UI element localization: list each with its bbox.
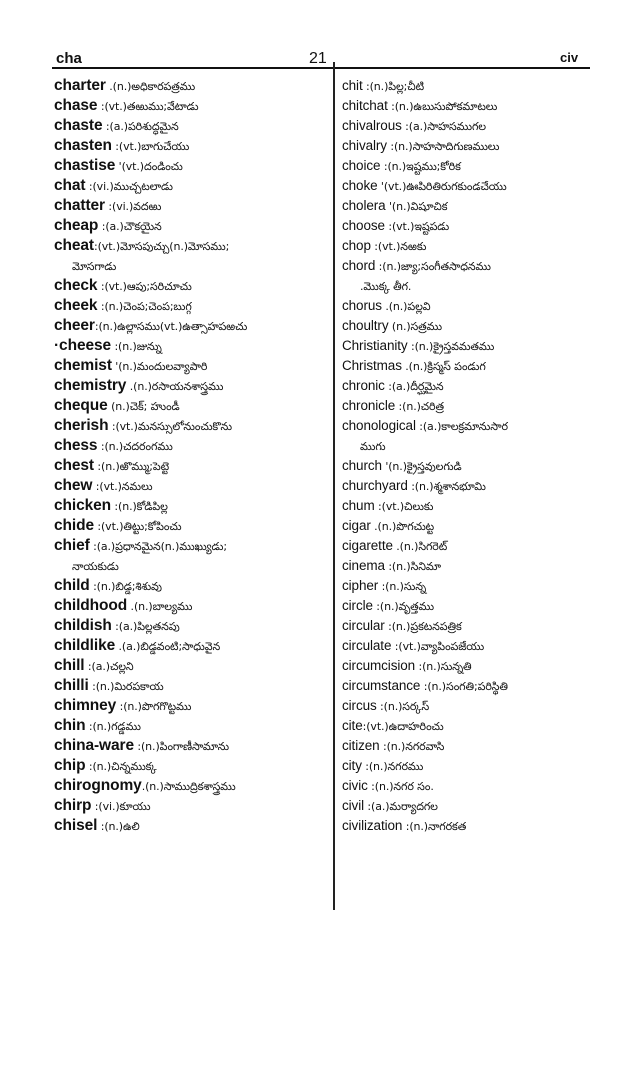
dictionary-entry	[54, 196, 334, 216]
definition: :(n.)బిడ్డ;శిశువు	[89, 580, 162, 593]
headword: ·cheese	[54, 337, 112, 354]
definition: (n.)సత్రము	[388, 320, 442, 333]
dictionary-entry	[54, 396, 334, 416]
headword: cherish	[54, 417, 109, 434]
headword: civil	[342, 798, 364, 813]
definition: :(vt.)బాగుచేయు	[111, 140, 190, 153]
headword: cigar	[342, 518, 371, 533]
headword: chivalrous	[342, 118, 402, 133]
dictionary-entry	[342, 796, 590, 816]
headword: choose	[342, 218, 385, 233]
definition: :(n.)వృత్తము	[372, 600, 434, 613]
headword: childhood	[54, 597, 128, 614]
definition: :(n.)కోడిపిల్ల	[111, 500, 168, 513]
headword: chirp	[54, 797, 92, 814]
dictionary-entry	[54, 596, 334, 616]
headword: cite	[342, 718, 363, 733]
dictionary-entry	[342, 776, 590, 796]
definition: :(n.)పింగాణీసామాను	[133, 740, 230, 753]
definition: :(n.)ఉల్లాసము(vt.)ఉత్సాహపఱచు	[94, 320, 248, 333]
headword: chicken	[54, 497, 112, 514]
dictionary-entry	[54, 416, 334, 436]
definition: :(n.)నాగరకత	[402, 820, 467, 833]
definition: :(n.)ఱొమ్ము;పెట్టె	[94, 460, 169, 473]
definition: '(n.)క్రైస్తవులగుడి	[381, 460, 462, 473]
dictionary-entry	[342, 356, 590, 376]
definition: :(n.)ఇష్టము;కోరిక	[380, 160, 461, 173]
headword: chilli	[54, 677, 89, 694]
dictionary-entry	[342, 236, 590, 256]
guide-word-first: cha	[56, 50, 82, 67]
headword: chatter	[54, 197, 105, 214]
headword: chit	[342, 78, 363, 93]
definition: మోసగాడు	[72, 260, 117, 273]
dictionary-entry	[342, 196, 590, 216]
header-rule	[52, 67, 590, 69]
headword: chill	[54, 657, 85, 674]
dictionary-entry	[54, 736, 334, 756]
definition: :(vt.)నఱకు	[370, 240, 427, 253]
headword: chord	[342, 258, 376, 273]
dictionary-entry	[54, 716, 334, 736]
definition: .(n.)పల్లవి	[381, 300, 431, 313]
definition: :(n.)ఉలి	[97, 820, 140, 833]
dictionary-entry	[54, 776, 334, 796]
dictionary-entry	[54, 376, 334, 396]
headword: circumstance	[342, 678, 421, 693]
headword: chip	[54, 757, 86, 774]
dictionary-entry	[54, 316, 334, 336]
definition: :(n.)ప్రకటనపత్రిక	[384, 620, 462, 633]
headword: cigarette	[342, 538, 393, 553]
headword: chimney	[54, 697, 117, 714]
headword: Christmas	[342, 358, 402, 373]
headword: choultry	[342, 318, 389, 333]
definition: :(n.)సంగతి;పరిస్థితి	[420, 680, 508, 693]
headword: chaste	[54, 117, 103, 134]
headword: choice	[342, 158, 381, 173]
headword: chonological	[342, 418, 416, 433]
definition: :(n.)నగరవాసి	[379, 740, 445, 753]
headword: chew	[54, 477, 93, 494]
definition: :(n.)చరిత్ర	[395, 400, 444, 413]
definition: నాయకుడు	[72, 560, 119, 573]
right-column	[342, 76, 590, 836]
headword: circle	[342, 598, 373, 613]
dictionary-entry	[342, 816, 590, 836]
definition: :(n.)ఉబుసుపోకమాటలు	[387, 100, 498, 113]
dictionary-entry	[342, 676, 590, 696]
dictionary-entry	[342, 376, 590, 396]
definition: :(n.)చెంప;చెంప;బుగ్గ	[97, 300, 192, 313]
definition: :(a.)దీర్ఘమైన	[384, 380, 444, 393]
headword: churchyard	[342, 478, 408, 493]
dictionary-entry	[342, 536, 590, 556]
headword: chemist	[54, 357, 112, 374]
left-column	[54, 76, 334, 836]
definition: .(n.)అధికారపత్రము	[105, 80, 196, 93]
definition: :(n.)క్రైస్తవమతము	[407, 340, 495, 353]
dictionary-entry	[342, 636, 590, 656]
headword: check	[54, 277, 98, 294]
headword: cheque	[54, 397, 108, 414]
headword: cinema	[342, 558, 385, 573]
headword: chisel	[54, 817, 98, 834]
definition: (n.)చెక్; హుండీ	[107, 400, 180, 413]
headword: chest	[54, 457, 94, 474]
definition: :(a.)పరిశుద్ధమైన	[102, 120, 179, 133]
definition: '(n.)మందులవ్యాపారి	[111, 360, 208, 373]
definition: .(a.)బిడ్డవంటి;సాధువైన	[115, 640, 221, 653]
definition: .(n.)బాల్యము	[127, 600, 193, 613]
dictionary-entry	[342, 76, 590, 96]
dictionary-entry	[342, 516, 590, 536]
headword: cheat	[54, 237, 94, 254]
dictionary-entry	[342, 116, 590, 136]
dictionary-entry	[54, 356, 334, 376]
dictionary-entry	[342, 656, 590, 676]
dictionary-entry	[54, 816, 334, 836]
headword: chitchat	[342, 98, 388, 113]
definition: :(n.)సినిమా	[384, 560, 441, 573]
dictionary-entry	[54, 296, 334, 316]
dictionary-entry	[342, 416, 590, 436]
dictionary-entry	[54, 676, 334, 696]
definition: ముగు	[360, 440, 386, 453]
dictionary-entry	[54, 696, 334, 716]
definition: :(a.)పిల్లతనపు	[111, 620, 180, 633]
headword: choke	[342, 178, 378, 193]
dictionary-entry	[342, 276, 590, 296]
dictionary-entry	[342, 156, 590, 176]
dictionary-entry	[54, 236, 334, 256]
dictionary-entry	[54, 656, 334, 676]
headword: chivalry	[342, 138, 387, 153]
headword: chess	[54, 437, 98, 454]
dictionary-entry	[54, 756, 334, 776]
headword: chop	[342, 238, 371, 253]
headword: circus	[342, 698, 377, 713]
definition: .(n.)రసాయనశాస్త్రము	[126, 380, 224, 393]
dictionary-entry	[54, 336, 334, 356]
headword: chronicle	[342, 398, 396, 413]
definition: :(n.)పిల్ల;చీటి	[362, 80, 425, 93]
dictionary-entry	[342, 176, 590, 196]
definition: :(a.)చల్లని	[84, 660, 134, 673]
definition: :(n.)పొగగొట్టము	[116, 700, 192, 713]
definition: :(vt.)ఇష్టపడు	[384, 220, 450, 233]
dictionary-entry	[342, 456, 590, 476]
headword: childish	[54, 617, 112, 634]
definition: :(a.)కాలక్రమానుసార	[415, 420, 508, 433]
dictionary-entry	[342, 596, 590, 616]
headword: circumcision	[342, 658, 416, 673]
definition: :(vi.)ముచ్చటలాడు	[85, 180, 173, 193]
dictionary-entry	[54, 796, 334, 816]
definition: :(vi.)వదఱు	[105, 200, 162, 213]
headword: chasten	[54, 137, 112, 154]
dictionary-entry	[342, 496, 590, 516]
page-number: 21	[309, 50, 327, 67]
definition: '(n.)విషూచిక	[385, 200, 448, 213]
definition: :(vt.)నమలు	[92, 480, 153, 493]
definition: :(n.)చిన్నముక్క	[85, 760, 157, 773]
dictionary-entry	[342, 136, 590, 156]
definition: :(a.)సాహసముగల	[401, 120, 487, 133]
definition: :(n.)మిరపకాయ	[88, 680, 164, 693]
definition: :(n.)శ్మశానభూమి	[407, 480, 486, 493]
definition: :(a.)చౌకయైన	[98, 220, 162, 233]
dictionary-entry	[342, 436, 590, 456]
definition: :(n.)నగర సం.	[367, 780, 434, 793]
definition: :(vt.)మోసపుచ్చు(n.)మోసము;	[94, 240, 230, 253]
headword: childlike	[54, 637, 116, 654]
definition: .(n.)సాముద్రికశాస్త్రము	[141, 780, 236, 793]
dictionary-entry	[342, 736, 590, 756]
dictionary-entry	[342, 576, 590, 596]
definition: .(n.)సిగరెట్	[392, 540, 448, 553]
dictionary-entry	[54, 276, 334, 296]
dictionary-entry	[54, 496, 334, 516]
definition: :(vi.)కూయు	[91, 800, 151, 813]
dictionary-entry	[342, 256, 590, 276]
dictionary-entry	[342, 396, 590, 416]
dictionary-entry	[342, 296, 590, 316]
definition: :(n.)నగరము	[361, 760, 424, 773]
dictionary-entry	[54, 116, 334, 136]
guide-word-last: civ	[560, 50, 579, 65]
headword: chide	[54, 517, 94, 534]
definition: .మొక్క తీగ.	[360, 280, 412, 293]
dictionary-entry	[54, 156, 334, 176]
definition: :(n.)సర్కస్	[376, 700, 430, 713]
dictionary-entry	[54, 96, 334, 116]
headword: chum	[342, 498, 375, 513]
definition: :(n.)సున్న	[378, 580, 427, 593]
dictionary-entry	[342, 96, 590, 116]
headword: chirognomy	[54, 777, 142, 794]
definition: :(vt.)ఆపు;సరిచూచు	[97, 280, 192, 293]
dictionary-entry	[54, 636, 334, 656]
dictionary-entry	[342, 216, 590, 236]
definition: :(vt.)ఉదాహరించు	[362, 720, 444, 733]
headword: cheek	[54, 297, 98, 314]
headword: chorus	[342, 298, 382, 313]
dictionary-entry	[342, 716, 590, 736]
headword: Christianity	[342, 338, 408, 353]
dictionary-entry	[54, 256, 334, 276]
headword: circular	[342, 618, 385, 633]
definition: :(vt.)తిట్టు;కోపించు	[93, 520, 182, 533]
definition: :(vt.)మనస్సులోనుంచుకొను	[108, 420, 232, 433]
definition: :(a.)మర్యాదగల	[364, 800, 438, 813]
dictionary-entry	[342, 336, 590, 356]
dictionary-entry	[342, 316, 590, 336]
definition: :(vt.)చిలుకు	[374, 500, 434, 513]
headword: cheer	[54, 317, 95, 334]
dictionary-entry	[342, 476, 590, 496]
definition: :(n.)సున్నతి	[415, 660, 472, 673]
headword: church	[342, 458, 382, 473]
headword: civic	[342, 778, 368, 793]
headword: civilization	[342, 818, 403, 833]
definition: .(n.)పొగచుట్ట	[370, 520, 435, 533]
headword: chin	[54, 717, 86, 734]
headword: china-ware	[54, 737, 134, 754]
headword: citizen	[342, 738, 380, 753]
headword: chronic	[342, 378, 385, 393]
dictionary-entry	[342, 756, 590, 776]
definition: .(n.)క్రిస్మస్ పండుగ	[401, 360, 486, 373]
headword: cipher	[342, 578, 379, 593]
headword: cholera	[342, 198, 386, 213]
dictionary-entry	[54, 476, 334, 496]
headword: circulate	[342, 638, 392, 653]
dictionary-entry	[54, 556, 334, 576]
definition: :(n.)గడ్డము	[85, 720, 141, 733]
headword: cheap	[54, 217, 99, 234]
definition: :(n.)జ్యా;సంగీతసాధనము	[375, 260, 491, 273]
dictionary-entry	[342, 556, 590, 576]
definition: :(a.)ప్రధానమైన(n.)ముఖ్యుడు;	[89, 540, 227, 553]
dictionary-entry	[54, 576, 334, 596]
dictionary-entry	[54, 456, 334, 476]
dictionary-entry	[54, 176, 334, 196]
headword: chat	[54, 177, 86, 194]
dictionary-entry	[54, 76, 334, 96]
dictionary-entry	[54, 616, 334, 636]
dictionary-entry	[54, 216, 334, 236]
dictionary-entry	[342, 616, 590, 636]
headword: chief	[54, 537, 90, 554]
dictionary-entry	[54, 136, 334, 156]
definition: :(n.)జున్ను	[111, 340, 162, 353]
definition: :(n.)చదరంగము	[97, 440, 173, 453]
definition: :(vt.)వ్యాపింపజేయు	[391, 640, 485, 653]
definition: :(n.)సాహసాదిగుణములు	[386, 140, 500, 153]
headword: chastise	[54, 157, 116, 174]
dictionary-entry	[342, 696, 590, 716]
headword: chemistry	[54, 377, 127, 394]
headword: charter	[54, 77, 106, 94]
dictionary-entry	[54, 536, 334, 556]
headword: city	[342, 758, 362, 773]
definition: '(vt.)ఊపిరితిరుగకుండచేయు	[377, 180, 507, 193]
headword: chase	[54, 97, 98, 114]
headword: child	[54, 577, 90, 594]
dictionary-entry	[54, 516, 334, 536]
definition: '(vt.)దండించు	[115, 160, 183, 173]
definition: :(vt.)తఱుము;వేటాడు	[97, 100, 199, 113]
dictionary-entry	[54, 436, 334, 456]
